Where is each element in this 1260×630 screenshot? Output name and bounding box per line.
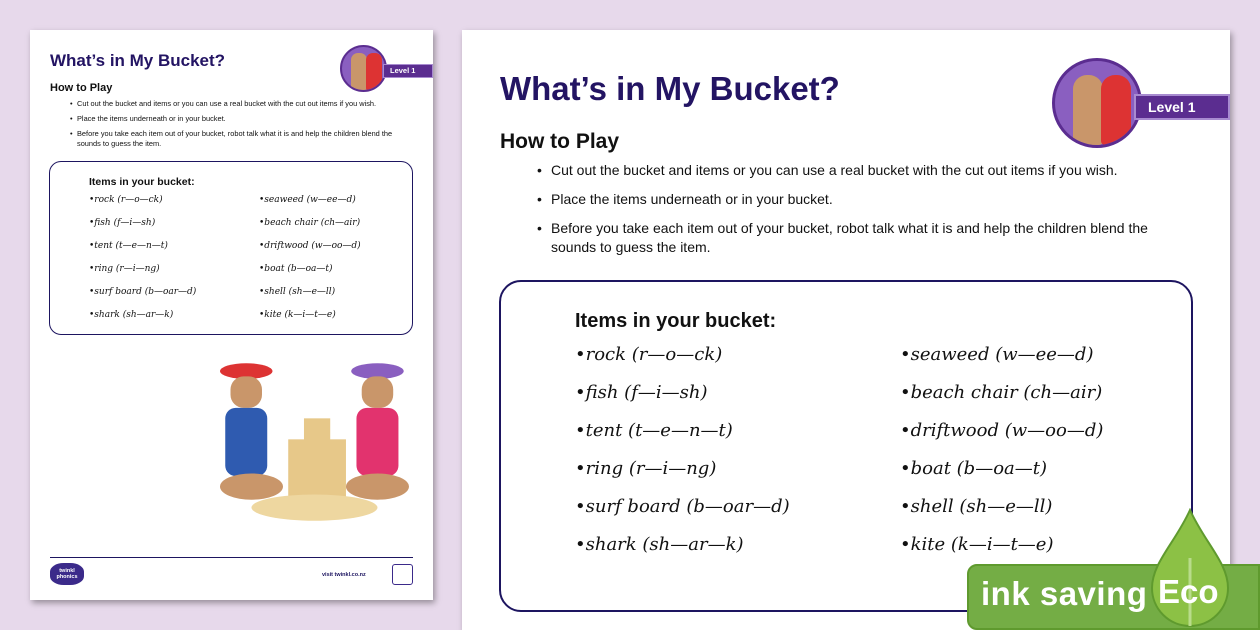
step: • Place the items underneath or in your bucket. xyxy=(551,190,1191,209)
footer-visit: visit twinkl.co.nz xyxy=(322,572,366,578)
level-tag: Level 1 xyxy=(1134,94,1230,120)
page-title: What’s in My Bucket? xyxy=(50,51,226,70)
item: •driftwood (w—oo—d) xyxy=(259,241,361,251)
item: •shark (sh—ar—k) xyxy=(575,534,744,555)
ink-saving-label: ink saving xyxy=(981,575,1148,612)
item: •shell (sh—e—ll) xyxy=(900,496,1053,517)
item: •rock (r—o—ck) xyxy=(89,195,163,205)
bucket-items-box xyxy=(49,161,413,335)
preview-page-thumbnail[interactable] xyxy=(30,30,433,600)
item: •boat (b—oa—t) xyxy=(900,458,1048,479)
item: •fish (f—i—sh) xyxy=(575,382,708,403)
step: • Before you take each item out of your bucket, robot talk what it is and help the children blend the sounds to guess the item. xyxy=(551,219,1191,257)
level-tag: Level 1 xyxy=(383,64,433,78)
item: •beach chair (ch—air) xyxy=(900,382,1103,403)
item: •kite (k—i—t—e) xyxy=(900,534,1054,555)
item: •seaweed (w—ee—d) xyxy=(259,195,356,205)
item: •surf board (b—oar—d) xyxy=(575,496,790,517)
characters-badge xyxy=(340,45,387,92)
item: •tent (t—e—n—t) xyxy=(89,241,168,251)
step: • Cut out the bucket and items or you can use a real bucket with the cut out items if you wish. xyxy=(551,161,1191,180)
item: •driftwood (w—oo—d) xyxy=(900,420,1104,441)
step: • Before you take each item out of your bucket, robot talk what it is and help the children blend the sounds to guess the item. xyxy=(77,129,413,149)
page-zoomed xyxy=(462,30,1230,630)
items-heading: Items in your bucket: xyxy=(575,310,777,332)
item: •fish (f—i—sh) xyxy=(89,218,156,228)
step: • Cut out the bucket and items or you can use a real bucket with the cut out items if you wish. xyxy=(77,99,413,109)
twinkl-phonics-logo: twinkl phonics xyxy=(50,563,84,585)
item: •boat (b—oa—t) xyxy=(259,264,333,274)
item: •shell (sh—e—ll) xyxy=(259,287,336,297)
item: •surf board (b—oar—d) xyxy=(89,287,197,297)
characters-badge xyxy=(1052,58,1142,148)
how-to-play-heading: How to Play xyxy=(500,130,620,153)
items-heading: Items in your bucket: xyxy=(89,176,195,188)
item: •beach chair (ch—air) xyxy=(259,218,361,228)
step: • Place the items underneath or in your bucket. xyxy=(77,114,413,124)
page-title: What’s in My Bucket? xyxy=(500,70,840,107)
how-to-play-heading: How to Play xyxy=(50,82,113,94)
item: •kite (k—i—t—e) xyxy=(259,310,336,320)
item: •tent (t—e—n—t) xyxy=(575,420,733,441)
item: •ring (r—i—ng) xyxy=(575,458,717,479)
item: •shark (sh—ar—k) xyxy=(89,310,174,320)
footer-rule xyxy=(50,557,413,558)
sandcastle-illustration xyxy=(220,350,410,525)
item: •ring (r—i—ng) xyxy=(89,264,160,274)
item: •seaweed (w—ee—d) xyxy=(900,344,1094,365)
eco-tag: Eco xyxy=(1158,573,1219,610)
bucket-items-box xyxy=(499,280,1193,612)
item: •rock (r—o—ck) xyxy=(575,344,723,365)
quality-seal-icon xyxy=(392,564,413,585)
